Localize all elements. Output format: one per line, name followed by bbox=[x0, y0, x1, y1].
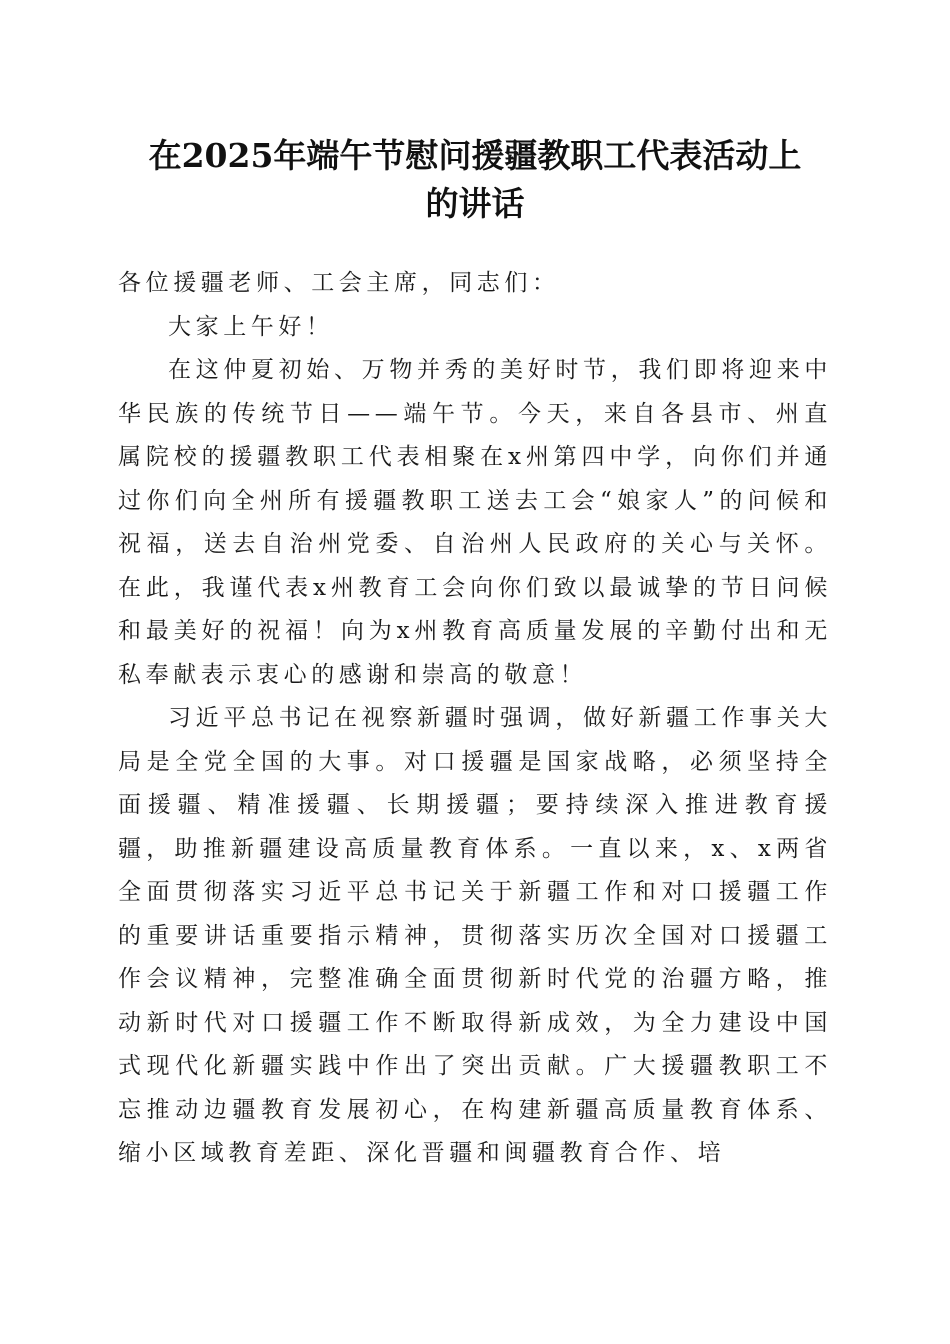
document-body bbox=[118, 250, 832, 1176]
greeting: 大家上午好！ bbox=[168, 313, 334, 340]
title-line-1: 在2025年端午节慰问援疆教职工代表活动上 bbox=[148, 136, 802, 175]
document-title bbox=[118, 132, 832, 228]
paragraph: 习近平总书记在视察新疆时强调，做好新疆工作事关大局是全党全国的大事。对口援疆是国家战略，必须坚持全面援疆、精准援疆、长期援疆；要持续深入推进教育援疆，助推新疆建设高质量教育体系。一直以来，x、x两省全面贯彻落实习近平总书记关于新疆工作和对口援疆工作的重要讲话重要指示精神，贯彻落实历次全国对口援疆工作会议精神，完整准确全面贯彻新时代党的治疆方略，推动新时代对口援疆工作不断取得新成效，为全力建设中国式现代化新疆实践中作出了突出贡献。广大援疆教职工不忘推动边疆教育发展初心，在构建新疆高质量教育体系、缩小区域教育差距、深化晋疆和闽疆教育合作、培 bbox=[118, 705, 832, 1166]
title-line-2: 的讲话 bbox=[425, 184, 525, 223]
salutation: 各位援疆老师、工会主席，同志们： bbox=[118, 270, 560, 296]
paragraph: 在这仲夏初始、万物并秀的美好时节，我们即将迎来中华民族的传统节日——端午节。今天，来自各县市、州直属院校的援疆教职工代表相聚在x州第四中学，向你们并通过你们向全州所有援疆教职工送去工会“娘家人”的问候和祝福，送去自治州党委、自治州人民政府的关心与关怀。在此，我谨代表x州教育工会向你们致以最诚挚的节日问候和最美好的祝福！向为x州教育高质量发展的辛勤付出和无私奉献表示衷心的感谢和崇高的敬意！ bbox=[118, 357, 832, 688]
